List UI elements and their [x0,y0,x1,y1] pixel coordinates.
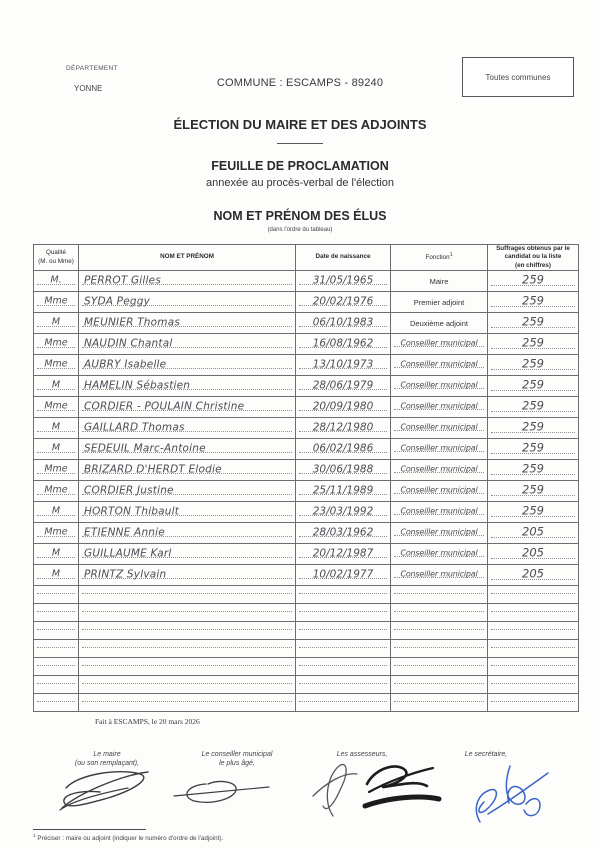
commune-line: COMMUNE : ESCAMPS - 89240 [216,77,384,89]
table-row [34,397,579,418]
table-row [34,292,579,313]
name-cell [79,622,296,640]
name-cell: HORTON Thibault [79,502,296,523]
birthdate-cell: 20/02/1976 [296,292,391,313]
birthdate-cell: 20/12/1987 [296,544,391,565]
name-cell: GUILLAUME Karl [79,544,296,565]
name-cell: GAILLARD Thomas [79,418,296,439]
table-row-empty [34,658,579,676]
sheet-subtitle: annexée au procès-verbal de l'élection [206,177,394,189]
table-header-row [34,245,579,271]
table-body [34,271,579,712]
birthdate-cell: 30/06/1988 [296,460,391,481]
qualite-cell [34,604,79,622]
function-cell: Conseiller municipal [391,502,488,523]
name-cell: PRINTZ Sylvain [79,565,296,586]
function-cell: Conseiller municipal [391,334,488,355]
votes-cell [488,604,579,622]
name-cell: MEUNIER Thomas [79,313,296,334]
name-cell: ETIENNE Annie [79,523,296,544]
stamp-box-label: Toutes communes [485,72,551,82]
birthdate-cell: 28/06/1979 [296,376,391,397]
footnote-rule [33,829,146,830]
qualite-cell: M [34,565,79,586]
votes-cell: 259 [488,460,579,481]
votes-cell: 259 [488,313,579,334]
birthdate-cell: 06/02/1986 [296,439,391,460]
assessors-signature [305,760,447,822]
qualite-cell: Mme [34,292,79,313]
votes-cell [488,622,579,640]
votes-cell: 259 [488,418,579,439]
birthdate-cell: 06/10/1983 [296,313,391,334]
qualite-cell: M [34,313,79,334]
table-row [34,439,579,460]
qualite-cell [34,676,79,694]
function-cell: Conseiller municipal [391,523,488,544]
name-cell [79,658,296,676]
qualite-cell: M [34,544,79,565]
divider-rule [277,143,323,144]
votes-cell [488,694,579,712]
function-cell [391,586,488,604]
function-cell [391,658,488,676]
votes-cell: 259 [488,397,579,418]
birthdate-cell: 25/11/1989 [296,481,391,502]
name-cell [79,676,296,694]
function-cell: Conseiller municipal [391,355,488,376]
department-label: DÉPARTEMENT [66,65,118,72]
function-cell: Conseiller municipal [391,565,488,586]
table-row-empty [34,676,579,694]
votes-cell: 205 [488,565,579,586]
votes-cell: 205 [488,523,579,544]
birthdate-cell: 20/09/1980 [296,397,391,418]
name-cell [79,640,296,658]
birthdate-cell [296,694,391,712]
birthdate-cell: 16/08/1962 [296,334,391,355]
table-row [34,334,579,355]
column-header-fonction: Fonction$^1$ [391,245,488,271]
function-cell: Maire [391,271,488,292]
councillor-signature-label: Le conseiller municipal le plus âgé, [201,751,273,768]
secretary-signature-label: Le secrétaire, [464,751,508,758]
birthdate-cell: 10/02/1977 [296,565,391,586]
mayor-signature-label: Le maire (ou son remplaçant), [74,751,140,768]
votes-cell: 259 [488,355,579,376]
table-title: NOM ET PRÉNOM DES ÉLUS [213,209,387,223]
name-cell: SYDA Peggy [79,292,296,313]
birthdate-cell [296,604,391,622]
stamp-box [462,57,574,97]
function-cell: Conseiller municipal [391,397,488,418]
qualite-cell [34,640,79,658]
main-title: ÉLECTION DU MAIRE ET DES ADJOINTS [173,117,427,132]
assessors-signature-label: Les assesseurs, [336,751,388,758]
birthdate-cell: 31/05/1965 [296,271,391,292]
table-row [34,565,579,586]
birthdate-cell: 28/12/1980 [296,418,391,439]
qualite-cell [34,622,79,640]
name-cell: NAUDIN Chantal [79,334,296,355]
function-cell [391,640,488,658]
function-cell: Conseiller municipal [391,460,488,481]
function-cell: Premier adjoint [391,292,488,313]
qualite-cell: Mme [34,481,79,502]
name-cell: AUBRY Isabelle [79,355,296,376]
column-header-nom: NOM ET PRÉNOM [79,245,296,271]
function-cell: Conseiller municipal [391,544,488,565]
qualite-cell: M [34,439,79,460]
table-row [34,460,579,481]
table-row [34,418,579,439]
table-row [34,271,579,292]
votes-cell [488,640,579,658]
qualite-cell [34,586,79,604]
column-header-qualite: Qualité (M. ou Mme) [34,245,79,271]
votes-cell: 259 [488,502,579,523]
table-row [34,502,579,523]
votes-cell: 259 [488,271,579,292]
footnote: $^1$ Préciser : maire ou adjoint (indiquer le numéro d'ordre de l'adjoint). [33,834,224,843]
qualite-cell: M [34,502,79,523]
qualite-cell: Mme [34,460,79,481]
table-row [34,376,579,397]
table-row [34,313,579,334]
birthdate-cell: 13/10/1973 [296,355,391,376]
table-row [34,523,579,544]
votes-cell: 205 [488,544,579,565]
votes-cell: 259 [488,481,579,502]
votes-cell: 259 [488,292,579,313]
name-cell [79,586,296,604]
function-cell: Conseiller municipal [391,418,488,439]
votes-cell: 259 [488,376,579,397]
name-cell [79,694,296,712]
votes-cell [488,658,579,676]
table-row-empty [34,694,579,712]
column-header-date: Date de naissance [296,245,391,271]
birthdate-cell [296,586,391,604]
secretary-signature [468,760,564,830]
birthdate-cell [296,640,391,658]
name-cell: SEDEUIL Marc-Antoine [79,439,296,460]
votes-cell: 259 [488,334,579,355]
elected-officials-table [33,244,579,712]
name-cell: BRIZARD D'HERDT Elodie [79,460,296,481]
function-cell [391,604,488,622]
qualite-cell: Mme [34,523,79,544]
mayor-signature [56,764,158,812]
councillor-signature [172,774,272,806]
table-title-note: (dans l'ordre du tableau) [267,227,333,233]
table-row-empty [34,622,579,640]
table-row-empty [34,586,579,604]
column-header-suffrages: Suffrages obtenus par le candidat ou la liste (en chiffres) [488,245,579,271]
qualite-cell: Mme [34,355,79,376]
votes-cell [488,586,579,604]
function-cell [391,676,488,694]
qualite-cell: Mme [34,334,79,355]
name-cell: CORDIER Justine [79,481,296,502]
birthdate-cell [296,676,391,694]
votes-cell [488,676,579,694]
function-cell [391,694,488,712]
department-name: YONNE [74,84,103,93]
table-row-empty [34,640,579,658]
birthdate-cell: 28/03/1962 [296,523,391,544]
birthdate-cell [296,622,391,640]
done-at-line: Fait à ESCAMPS, le 20 mars 2026 [95,717,200,726]
name-cell [79,604,296,622]
qualite-cell: M. [34,271,79,292]
table-row [34,481,579,502]
function-cell: Deuxième adjoint [391,313,488,334]
qualite-cell [34,694,79,712]
name-cell: CORDIER - POULAIN Christine [79,397,296,418]
qualite-cell [34,658,79,676]
table-row-empty [34,604,579,622]
function-cell: Conseiller municipal [391,439,488,460]
birthdate-cell [296,658,391,676]
function-cell: Conseiller municipal [391,481,488,502]
sheet-title: FEUILLE DE PROCLAMATION [211,159,389,173]
name-cell: PERROT Gilles [79,271,296,292]
table-row [34,544,579,565]
table-row [34,355,579,376]
birthdate-cell: 23/03/1992 [296,502,391,523]
name-cell: HAMELIN Sébastien [79,376,296,397]
votes-cell: 259 [488,439,579,460]
function-cell [391,622,488,640]
qualite-cell: Mme [34,397,79,418]
qualite-cell: M [34,376,79,397]
function-cell: Conseiller municipal [391,376,488,397]
qualite-cell: M [34,418,79,439]
